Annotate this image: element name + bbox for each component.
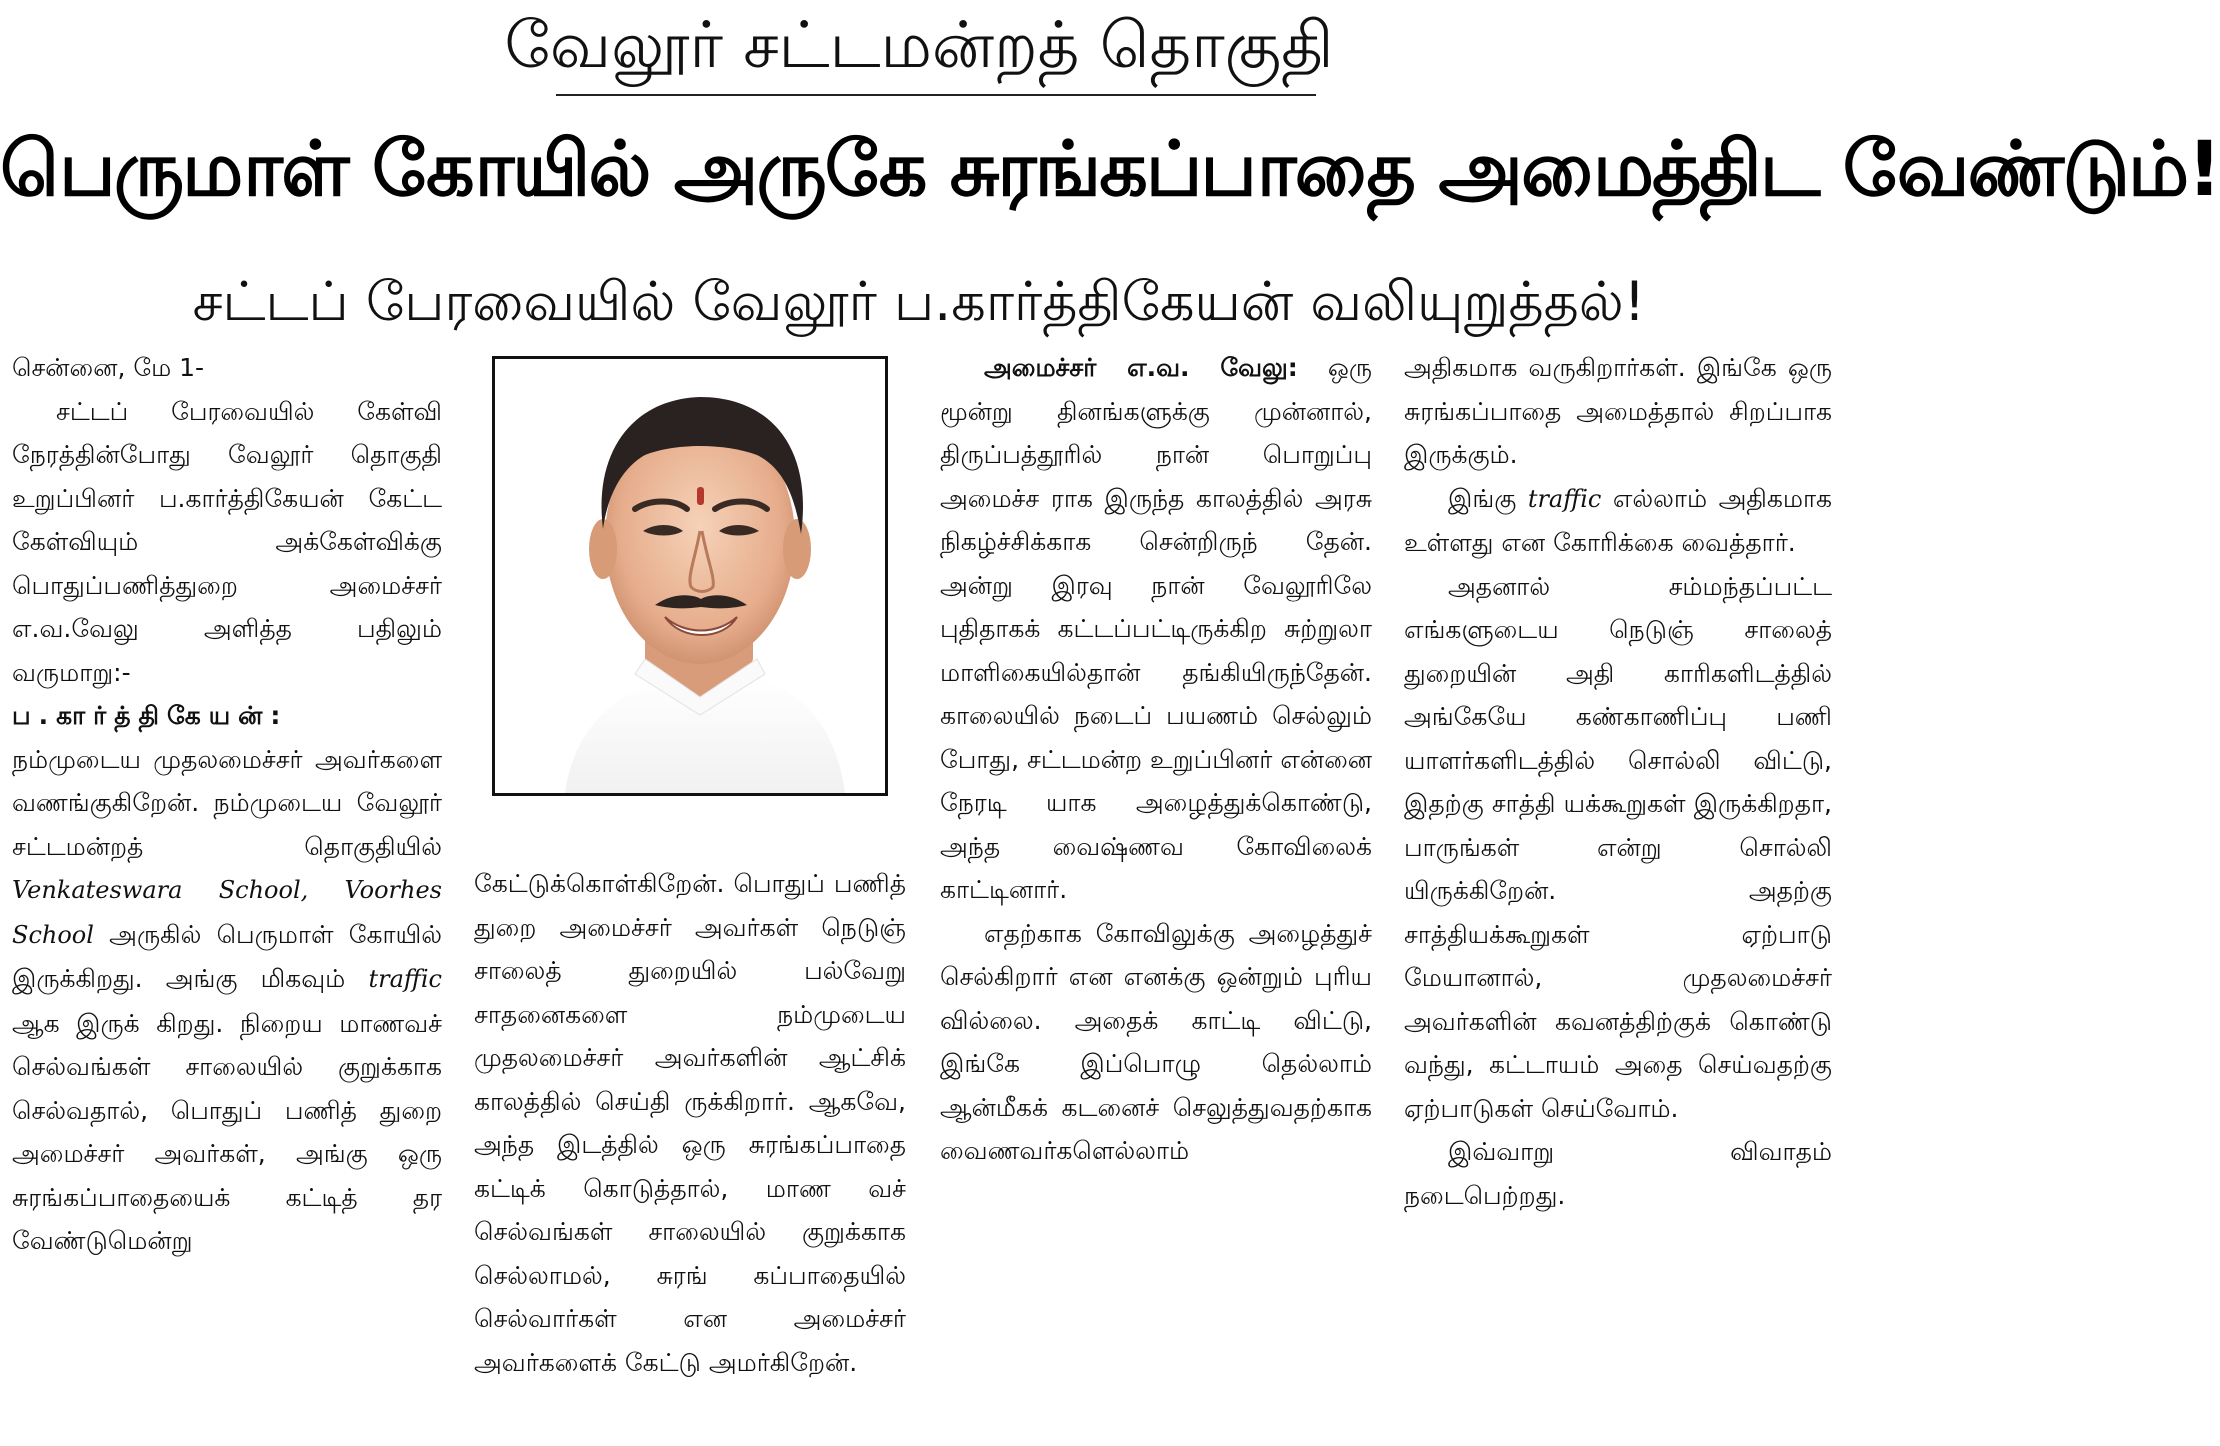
minister-reply-2: எதற்காக கோவிலுக்கு அழைத்துச் செல்கிறார் என எனக்கு ஒன்றும் புரிய வில்லை. அதைக் காட்டி விட்டு, இங்கே இப்பொழு தெல்லாம் ஆன்மீகக் கடனைச் செலுத்துவதற்காக வைணவர்களெல்லாம்: [940, 918, 1372, 1165]
minister-reply-4: [1404, 477, 1832, 565]
traffic-word: traffic: [368, 965, 442, 993]
article-column-1: [12, 346, 442, 1263]
minister-reply-3: அதிகமாக வருகிறார்கள். இங்கே ஒரு சுரங்கப்பாதை அமைத்தால் சிறப்பாக இருக்கும்.: [1404, 353, 1832, 469]
minister-reply-5: அதனால் சம்மந்தப்பட்ட எங்களுடைய நெடுஞ் சாலைத் துறையின் அதி காரிகளிடத்தில் அங்கேயே கண்காணிப்பு பணி யாளர்களிடத்தில் சொல்லி விட்டு, இதற்கு சாத்தி யக்கூறுகள் இருக்கிறதா, பாருங்கள் என்று சொல்லி யிருக்கிறேன். அதற்கு சாத்தியக்கூறுகள் ஏற்பாடு மேயானால், முதலமைச்சர் அவர்களின் கவனத்திற்குக் கொண்டு வந்து, கட்டாயம் அதை செய்வதற்கு ஏற்பாடுகள் செய்வோம்.: [1404, 571, 1832, 1123]
speech-text-c: ஆக இருக் கிறது. நிறைய மாணவச் செல்வங்கள் சாலையில் குறுக்காக செல்வதால், பொதுப் பணித் துறை அமைச்சர் அவர்கள், அங்கு ஒரு சுரங்கப்பாதையைக் கட்டித் தர வேண்டுமென்று: [12, 1008, 442, 1255]
speaker-karthikeyan: ப.கார்த்திகேயன்:: [12, 701, 289, 730]
speaker-minister: அமைச்சர் எ.வ. வேலு:: [984, 353, 1298, 382]
kicker-underline: [556, 94, 1316, 96]
speech-text-b: அருகில் பெருமாள் கோயில் இருக்கிறது. அங்கு மிகவும்: [12, 919, 442, 993]
intro-paragraph: சட்டப் பேரவையில் கேள்வி நேரத்தின்போது வேலூர் தொகுதி உறுப்பினர் ப.கார்த்திகேயன் கேட்ட கேள்வியும் அக்கேள்விக்கு பொதுப்பணித்துறை அமைச்சர் எ.வ.வேலு அளித்த பதிலும் வருமாறு:-: [12, 396, 442, 687]
article-column-4: [1404, 346, 1832, 1217]
portrait-photo: [492, 356, 888, 796]
speech-text-a: நம்முடைய முதலமைச்சர் அவர்களை வணங்குகிறேன். நம்முடைய வேலூர் சட்டமன்றத் தொகுதியில்: [12, 744, 442, 861]
karthikeyan-speech-continued: கேட்டுக்கொள்கிறேன். பொதுப் பணித் துறை அமைச்சர் அவர்கள் நெடுஞ் சாலைத் துறையில் பல்வேறு சாதனைகளை நம்முடைய முதலமைச்சர் அவர்களின் ஆட்சிக் காலத்தில் செய்தி ருக்கிறார். ஆகவே, அந்த இடத்தில் ஒரு சுரங்கப்பாதை கட்டிக் கொடுத்தால், மாண வச் செல்வங்கள் சாலையில் குறுக்காக செல்லாமல், சுரங் கப்பாதையில் செல்வார்கள் என அமைச்சர் அவர்களைக் கேட்டு அமர்கிறேன்.: [474, 869, 906, 1377]
minister-reply-4a: இங்கு: [1448, 483, 1517, 513]
minister-reply: [940, 346, 1372, 912]
minister-reply-text: ஒரு மூன்று தினங்களுக்கு முன்னால், திருப்பத்தூரில் நான் பொறுப்பு அமைச்ச ராக இருந்த காலத்தில் அரசு நிகழ்ச்சிக்காக சென்றிருந் தேன். அன்று இரவு நான் வேலூரிலே புதிதாகக் கட்டப்பட்டிருக்கிற சுற்றுலா மாளிகையில்தான் தங்கியிருந்தேன். காலையில் நடைப் பயணம் செல்லும் போது, சட்டமன்ற உறுப்பினர் என்னை நேரடி யாக அழைத்துக்கொண்டு, அந்த வைஷ்ணவ கோவிலைக் காட்டினார்.: [940, 353, 1372, 904]
karthikeyan-speech: [12, 738, 442, 1263]
dateline: சென்னை, மே 1-: [12, 353, 205, 382]
portrait-illustration: [495, 359, 885, 793]
traffic-word-2: traffic: [1527, 484, 1602, 513]
headline: பெருமாள் கோயில் அருகே சுரங்கப்பாதை அமைத்திட வேண்டும்!: [0, 124, 2220, 213]
minister-reply-4b: எல்லாம் அதிகமாக உள்ளது என கோரிக்கை வைத்தார்.: [1404, 483, 1832, 557]
school-names: Venkateswara School, Voorhes School: [12, 876, 442, 949]
subheadline: சட்டப் பேரவையில் வேலூர் ப.கார்த்திகேயன் வலியுறுத்தல்!: [192, 270, 1646, 333]
kicker-title: வேலூர் சட்டமன்றத் தொகுதி: [504, 9, 1334, 83]
article-column-2: [474, 862, 906, 1384]
article-column-3: [940, 346, 1372, 1173]
closing-line: இவ்வாறு விவாதம் நடைபெற்றது.: [1404, 1137, 1832, 1210]
